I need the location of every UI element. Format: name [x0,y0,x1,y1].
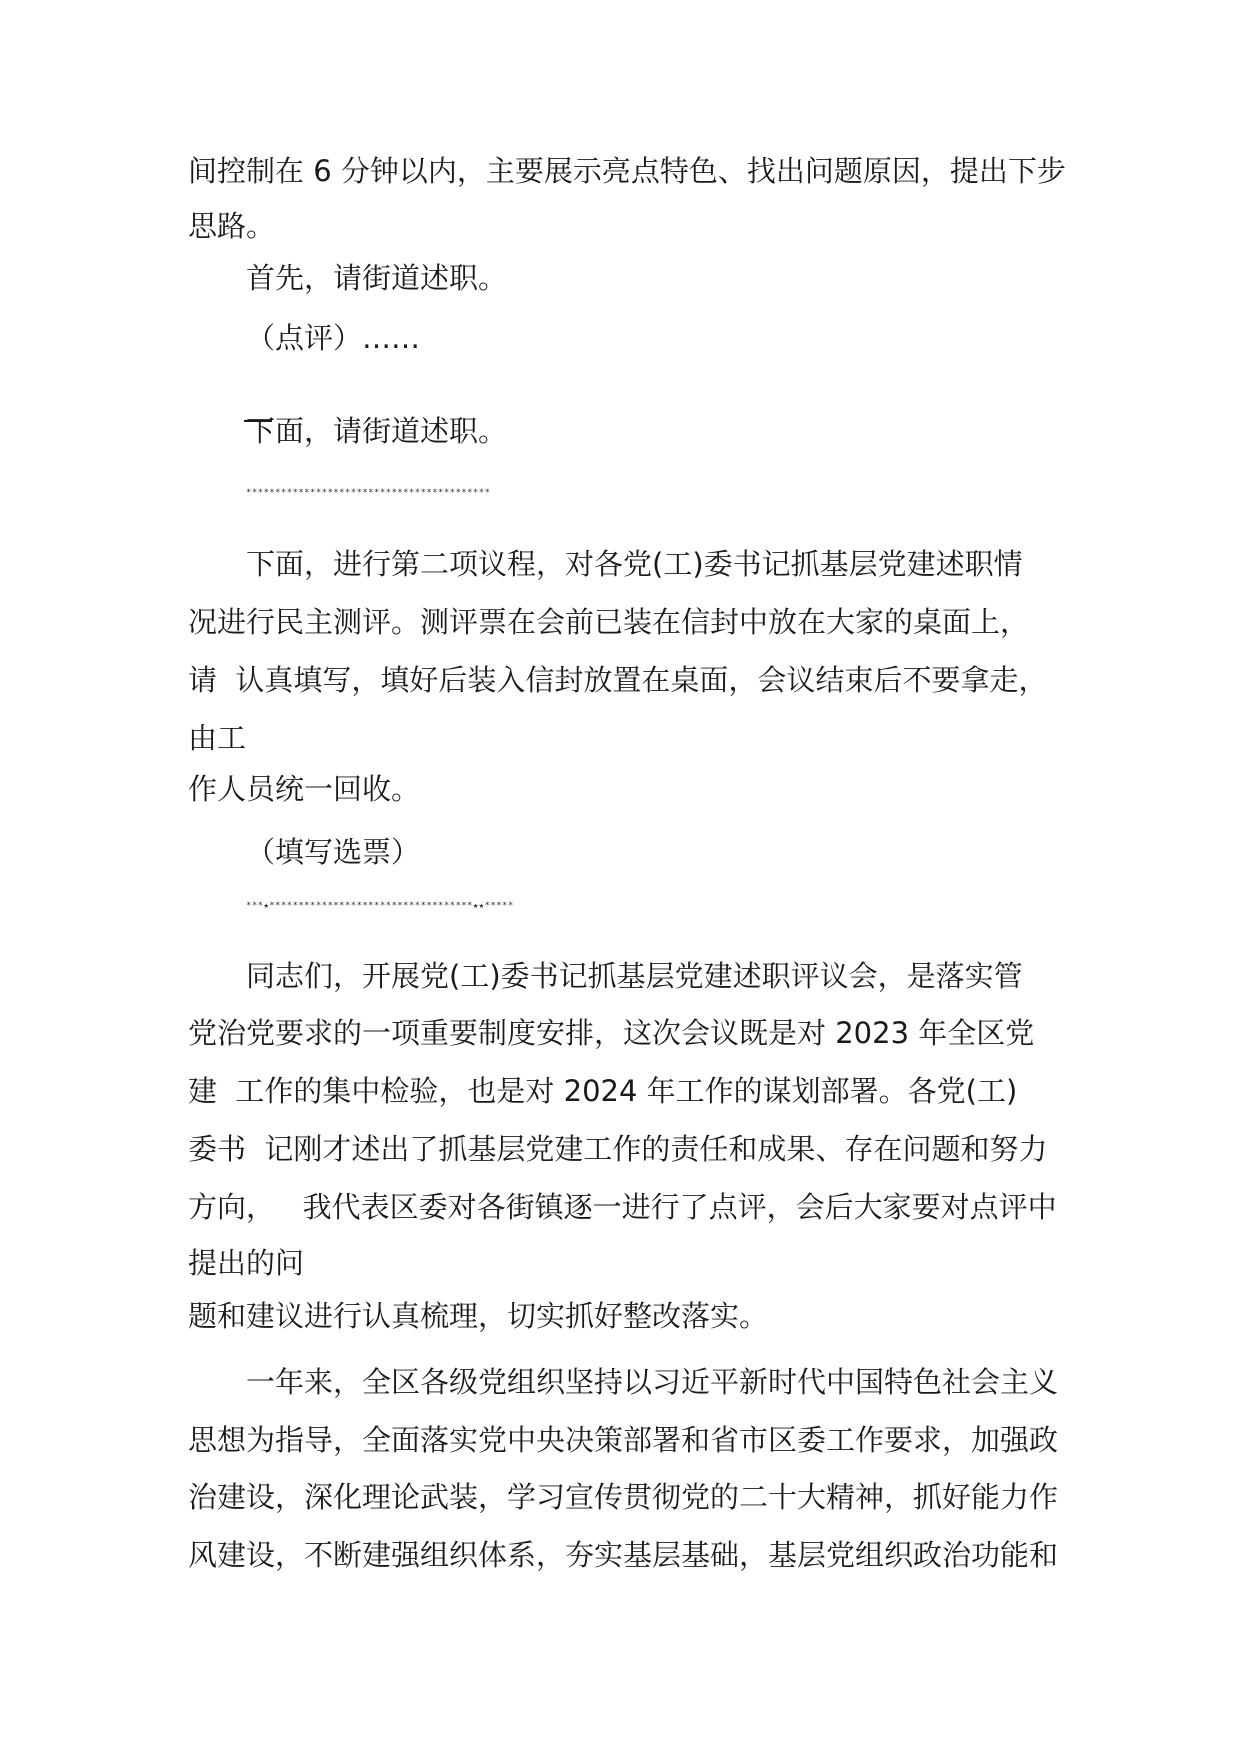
text-line: 建 工作的集中检验，也是对 2024 年工作的谋划部署。各党(工) [188,1074,1018,1108]
text-line: 风建设，不断建强组织体系，夯实基层基础，基层党组织政治功能和 [188,1538,1059,1572]
text-line: 思路。 [188,209,276,243]
separator-line: ***★***********************************★★***** [246,901,514,911]
text-line: 下面，进行第二项议程，对各党(工)委书记抓基层党建述职情 [246,547,1023,581]
text-line: 治建设，深化理论武装，学习宣传贯彻党的二十大精神，抓好能力作 [188,1480,1059,1514]
text-line: 由工 [188,721,247,755]
text-line: （点评）…… [246,321,421,355]
text-line: 题和建议进行认真梳理，切实抓好整改落实。 [188,1299,769,1333]
text-line: 同志们，开展党(工)委书记抓基层党建述职评议会，是落实管 [246,959,1023,993]
text-line: （填写选票） [246,835,421,869]
text-line: 一年来，全区各级党组织坚持以习近平新时代中国特色社会主义 [246,1365,1059,1399]
text-line: 党治党要求的一项重要制度安排，这次会议既是对 2023 年全区党 [188,1016,1035,1050]
text-line: 下面，请街道述职。 [246,414,508,448]
text-line: 况进行民主测评。测评票在会前已装在信封中放在大家的桌面上， [188,605,1030,639]
text-line: 请 认真填写，填好后装入信封放置在桌面，会议结束后不要拿走， [188,663,1048,697]
text-line: 作人员统一回收。 [188,772,421,806]
text-line: 委书 记刚才述出了抓基层党建工作的责任和成果、存在问题和努力 [188,1132,1048,1166]
separator-line: ****************************************** [246,488,491,498]
text-line: 间控制在 6 分钟以内，主要展示亮点特色、找出问题原因，提出下步 [188,154,1066,188]
text-line: 思想为指导，全面落实党中央决策部署和省市区委工作要求，加强政 [188,1423,1059,1457]
text-line: 提出的问 [188,1246,305,1280]
text-line: 方向， 我代表区委对各街镇逐一进行了点评，会后大家要对点评中 [188,1190,1057,1224]
text-line: 首先，请街道述职。 [246,261,508,295]
